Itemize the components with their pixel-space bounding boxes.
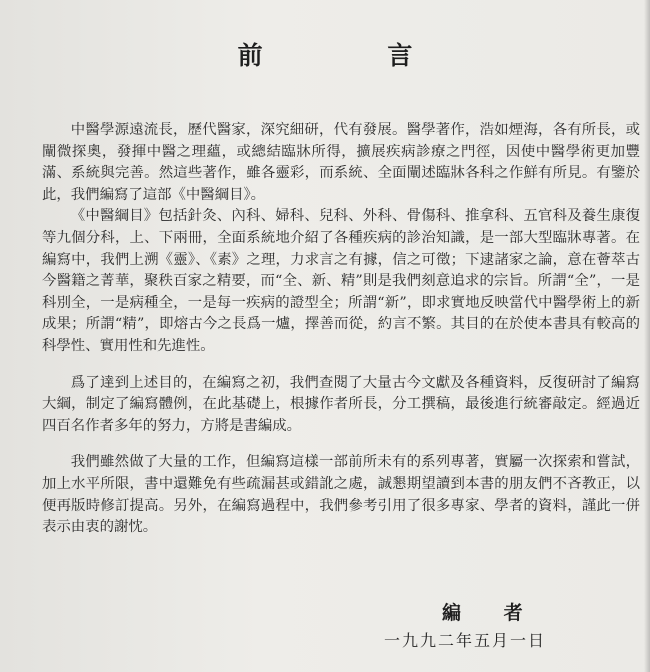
signature-author: 編 者 xyxy=(442,602,541,624)
paragraph-1: 中醫學源遠流長，歷代醫家，深究細研，代有發展。醫學著作，浩如煙海，各有所長，或闡微探奧，發揮中醫之理蘊，或總結臨牀所得，擴展疾病診療之門徑，因使中醫學術更加豐滿、系統與完善。然這些著作，雖各靈彩，而系統、全面闡述臨牀各科之作鮮有所見。有鑒於此，我們編寫了這部《中醫綱目》。 xyxy=(42,122,640,203)
paragraph-3: 爲了達到上述目的，在編寫之初，我們查閱了大量古今文獻及各種資料，反復研討了編寫大綱，制定了編寫體例，在此基礎上，根據作者所長，分工撰稿，最後進行統審敲定。經過近四百名作者多年的努力，方將是書編成。 xyxy=(42,374,640,434)
page-title: 前 言 xyxy=(237,41,471,70)
paragraph-2: 《中醫綱目》包括針灸、內科、婦科、兒科、外科、骨傷科、推拿科、五官科及養生康復等九個分科，上、下兩冊，全面系統地介紹了各種疾病的診治知識，是一部大型臨牀專著。在編寫中，我們上溯《靈》、《素》之理，力求言之有據，信之可徵；下逮諸家之論，意在薈萃古今醫籍之菁華，聚秩百家之精要，而“全、新、精”則是我們刻意追求的宗旨。所謂“全”，一是科別全，一是病種全，一是每一疾病的證型全；所謂“新”，即求實地反映當代中醫學術上的新成果；所謂“精”，即熔古今之長爲一爐，擇善而從，約言不繁。其目的在於使本書具有較高的科學性、實用性和先進性。 xyxy=(42,208,640,354)
paragraph-4: 我們雖然做了大量的工作，但編寫這樣一部前所未有的系列專著，實屬一次探索和嘗試，加上水平所限，書中還難免有些疏漏甚或錯訛之處，誠懇期望讀到本書的朋友們不吝教正，以便再版時修訂提高。另外，在編寫過程中，我們參考引用了很多專家、學者的資料，謹此一併表示由衷的謝忱。 xyxy=(42,454,640,536)
signature-date: 一九九二年五月一日 xyxy=(384,631,547,650)
page-edge-shadow xyxy=(644,0,650,672)
preface-body xyxy=(42,120,640,539)
